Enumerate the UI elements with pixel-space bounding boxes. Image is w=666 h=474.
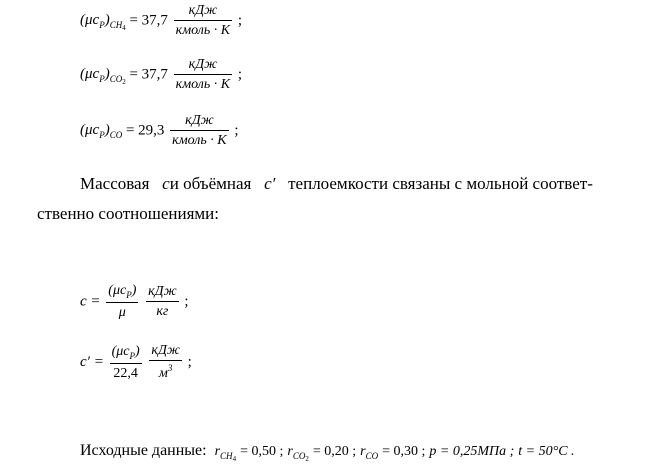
formula-value: = 37,7	[129, 66, 168, 83]
unit-fraction: $\frac{\text{кДж}}{\text{кмоль · К}}$	[172, 113, 227, 148]
initial-data-line: Исходные данные: $r_{CH_4} = 0,50$ ; $r_{CO_2} = 0,20$ ; $r_{CO} = 0,30$ ; p = 0,25МПа ; t = 50°C .	[80, 442, 575, 463]
formula-cp-co2: $(\mu c_P)_{CO_2} = 37,7$ $\frac{\text{кДж}}{\text{кмоль · К}}$ ;	[80, 57, 243, 92]
paragraph-text-line2: ственно соотношениями:	[37, 204, 219, 223]
formula-mass-heat-capacity: c = $\frac{(\mu c_P)}{\mu}$ $\frac{\text{кДж}}{кг}$ ;	[80, 283, 189, 320]
formula-cp-co: $(\mu c_P)_{CO} = 29,3$ $\frac{\text{кДж}}{\text{кмоль · К}}$ ;	[80, 113, 239, 148]
paragraph-text: Массовая cи объёмная c′ теплоемкости связаны с мольной соответ-	[80, 174, 593, 193]
unit-fraction: $\frac{\text{кДж}}{м^3}$	[151, 343, 180, 381]
unit-fraction: $\frac{\text{кДж}}{\text{кмоль · К}}$	[175, 3, 231, 38]
main-fraction: $\frac{(\mu c_P)}{22,4}$	[111, 343, 140, 381]
formula-lhs: $(\mu c_P)_{CO_2}$	[80, 66, 126, 87]
formula-volumetric-heat-capacity: c′ = $\frac{(\mu c_P)}{22,4}$ $\frac{\text{кДж}}{м^3}$ ;	[80, 343, 192, 381]
formula-value: = 37,7	[129, 12, 168, 29]
formula-cp-ch4: $(\mu c_P)_{CH_4} = 37,7$ $\frac{\text{кДж}}{\text{кмоль · К}}$ ;	[80, 3, 243, 38]
formula-lhs: $(\mu c_P)_{CH_4}$	[80, 12, 126, 33]
initial-data-label: Исходные данные:	[80, 442, 207, 459]
unit-fraction: $\frac{\text{кДж}}{кг}$	[148, 284, 177, 319]
formula-value: = 29,3	[125, 122, 165, 139]
unit-fraction: $\frac{\text{кДж}}{\text{кмоль · К}}$	[175, 57, 231, 92]
formula-lhs: $(\mu c_P)_{CO}$	[80, 122, 123, 141]
main-fraction: $\frac{(\mu c_P)}{\mu}$	[108, 283, 137, 320]
